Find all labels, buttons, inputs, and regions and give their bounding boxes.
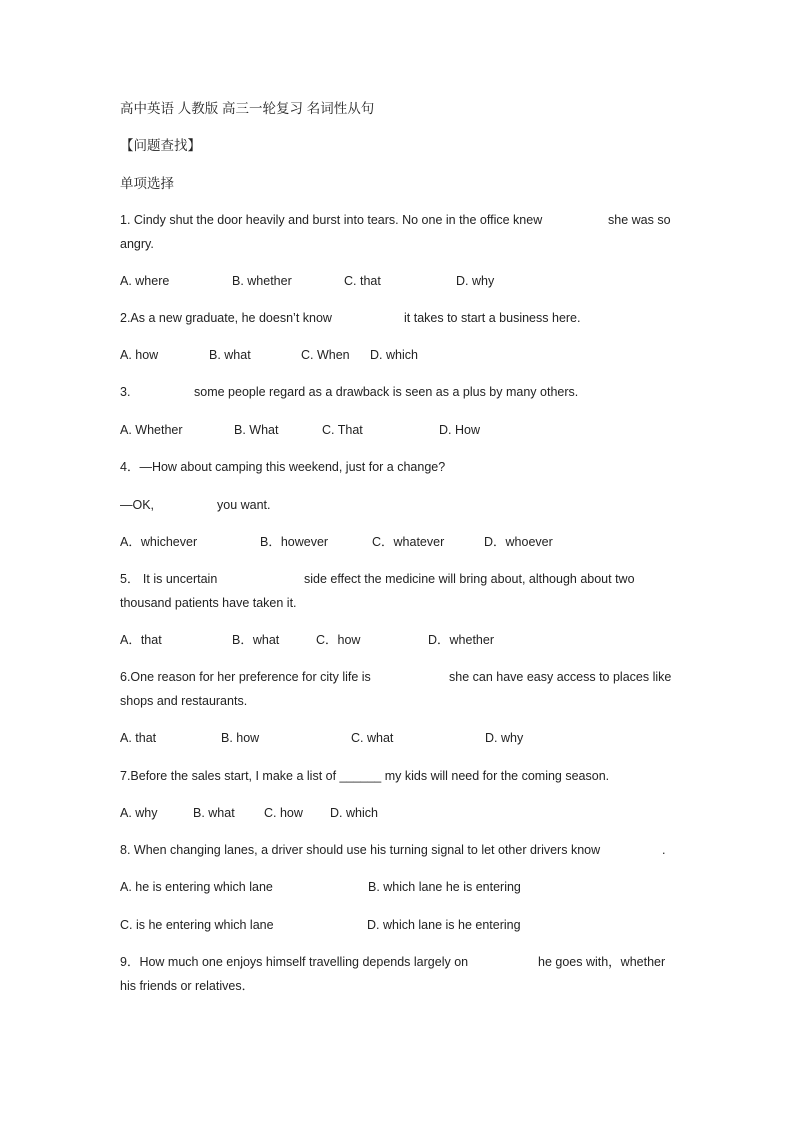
- subsection-heading: 单项选择: [120, 176, 174, 191]
- option-d: D．whoever: [484, 535, 553, 549]
- question-4-text-b: —OK,: [120, 498, 155, 512]
- section-heading: 【问题查找】: [120, 138, 201, 153]
- option-b: B. what: [209, 348, 251, 362]
- option-a: A．whichever: [120, 535, 198, 549]
- option-b: B．what: [232, 633, 280, 647]
- option-a: A．that: [120, 633, 162, 647]
- option-c: C. When: [301, 348, 350, 362]
- option-d: D. How: [439, 423, 480, 437]
- question-9-text-b: he goes with，whether: [538, 955, 666, 969]
- option-b: B. how: [221, 731, 260, 745]
- option-c: C. is he entering which lane: [120, 918, 274, 932]
- question-5-line-2: thousand patients have taken it.: [120, 596, 297, 610]
- option-d: D. why: [485, 731, 524, 745]
- question-4-line-1: 4．—How about camping this weekend, just for a change?: [120, 460, 446, 474]
- option-b: B. whether: [232, 274, 292, 288]
- question-8-text-a: 8. When changing lanes, a driver should use his turning signal to let other drivers know: [120, 843, 601, 857]
- question-4-text-c: you want.: [217, 498, 271, 512]
- option-a: A. he is entering which lane: [120, 880, 273, 894]
- option-d: D. which lane is he entering: [367, 918, 521, 932]
- option-d: D．whether: [428, 633, 494, 647]
- question-1-line-2: angry.: [120, 237, 154, 251]
- option-b: B．however: [260, 535, 329, 549]
- question-5-text-b: side effect the medicine will bring about, although about two: [304, 572, 635, 586]
- document-title: 高中英语 人教版 高三一轮复习 名词性从句: [120, 101, 375, 116]
- question-9-text-a: 9．How much one enjoys himself travelling depends largely on: [120, 955, 469, 969]
- question-3-text-a: 3.: [120, 385, 131, 399]
- question-2-text-a: 2.As a new graduate, he doesn’t know: [120, 311, 332, 325]
- question-1-text-a: 1. Cindy shut the door heavily and burst into tears. No one in the office knew: [120, 213, 543, 227]
- option-a: A. how: [120, 348, 159, 362]
- option-b: B. What: [234, 423, 279, 437]
- question-1-text-b: she was so: [608, 213, 671, 227]
- option-c: C. how: [264, 806, 303, 820]
- question-5-text-a: 5． It is uncertain: [120, 572, 218, 586]
- option-d: D. why: [456, 274, 495, 288]
- option-c: C. what: [351, 731, 394, 745]
- question-2-text-b: it takes to start a business here.: [404, 311, 581, 325]
- option-a: A. that: [120, 731, 157, 745]
- option-a: A. where: [120, 274, 170, 288]
- option-c: C．how: [316, 633, 361, 647]
- option-b: B. what: [193, 806, 235, 820]
- question-3-text-b: some people regard as a drawback is seen as a plus by many others.: [194, 385, 579, 399]
- option-a: A. why: [120, 806, 158, 820]
- option-c: C. that: [344, 274, 381, 288]
- question-6-text-b: she can have easy access to places like: [449, 670, 672, 684]
- question-6-text-a: 6.One reason for her preference for city life is: [120, 670, 371, 684]
- question-6-line-2: shops and restaurants.: [120, 694, 248, 708]
- option-c: C. That: [322, 423, 363, 437]
- option-d: D. which: [330, 806, 378, 820]
- question-8-text-b: .: [662, 843, 666, 857]
- question-7-line-1: 7.Before the sales start, I make a list of ______ my kids will need for the coming season.: [120, 769, 610, 783]
- option-b: B. which lane he is entering: [368, 880, 521, 894]
- option-a: A. Whether: [120, 423, 183, 437]
- option-c: C．whatever: [372, 535, 445, 549]
- question-9-line-2: his friends or relatives．: [120, 979, 255, 993]
- option-d: D. which: [370, 348, 418, 362]
